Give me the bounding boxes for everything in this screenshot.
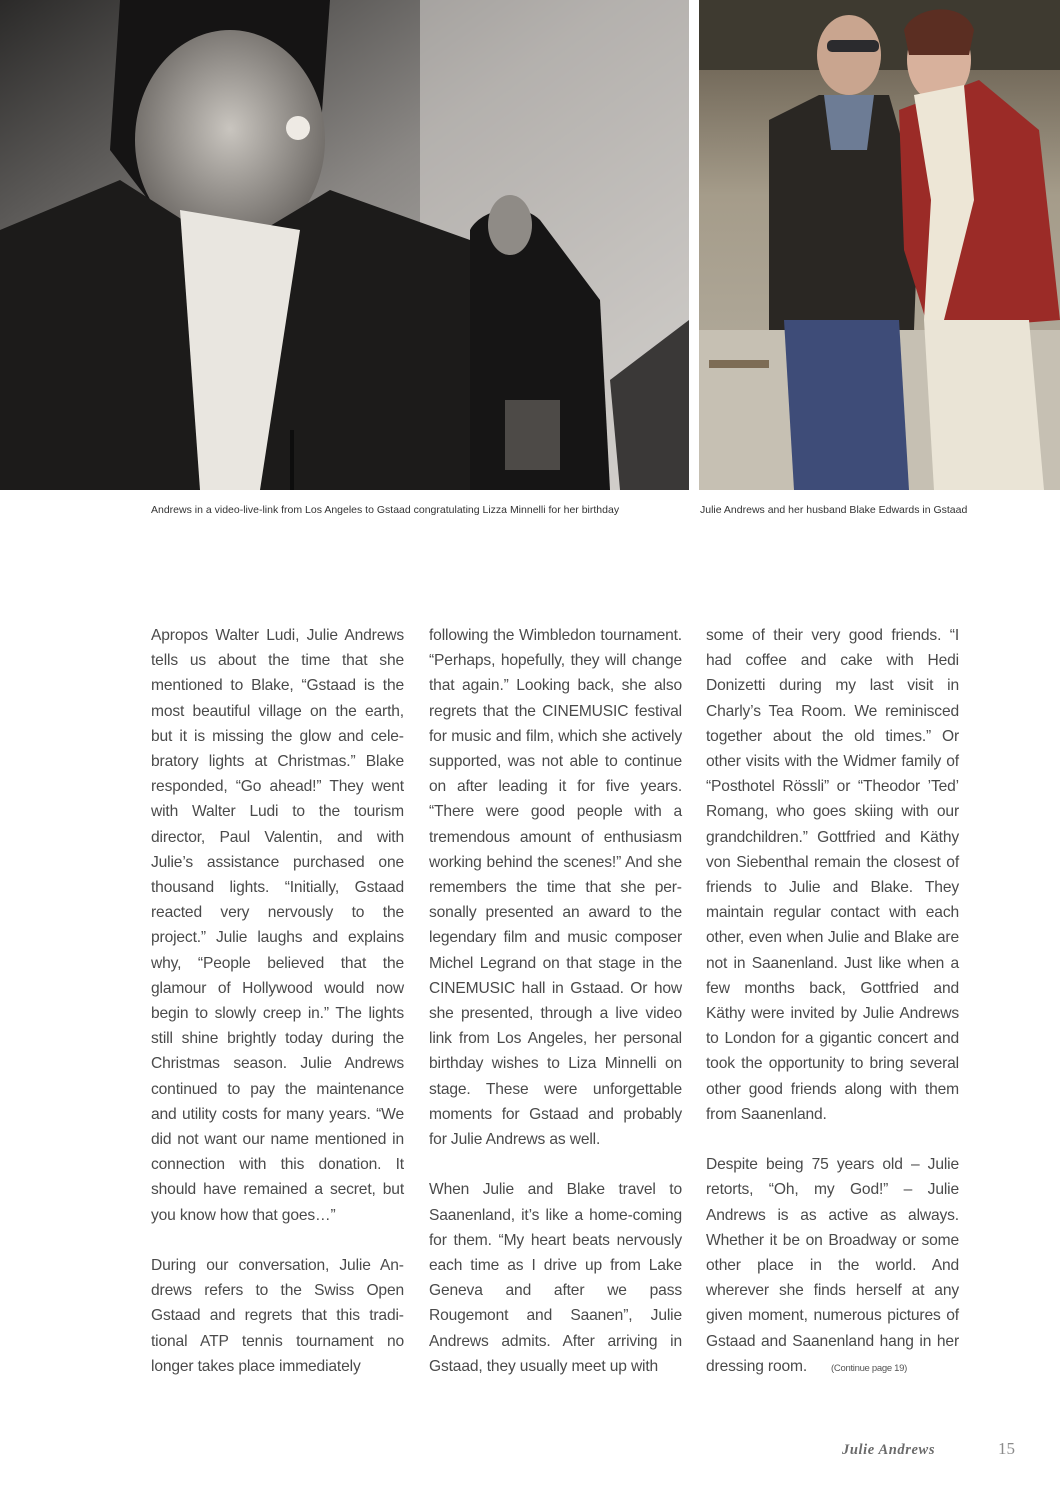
article-paragraph: following the Wimbledon tournament. “Perhaps, hopefully, they will change that again.” Looking back, she also regrets that the CINEMUSIC festival for music and film, which she actively supported, was not able to continue on after leading it for five years. “There were good people with a tremendous amount of enthusiasm working behind the scenes!” And she remembers the time that she personally presented an award to the legendary film and music composer Michel Legrand on that stage in the CINEMUSIC hall in Gstaad. Or how she presented, through a live video link from Los Angeles, her personal birthday wishes to Liza Minnelli on stage. These were unforgettable moments for Gstaad and probably for Julie Andrews as well. xyxy=(429,627,682,1149)
article-paragraph: Apropos Walter Ludi, Julie Andrews tells us about the time that she mentioned to Blake, “Gstaad is the most beautiful village on the earth, but it is missing the glow and celebratory lights at Christmas.” Blake responded, “Go ahead!” They went with Walter Ludi to the tourism director, Paul Valentin, and with Julie’s assistance purchased one thousand lights. “Initially, Gstaad reacted very nervously to the project.” Julie laughs and explains why, “People believed that the glamour of Hollywood would now begin to slowly creep in.” The lights still shine brightly today during the Christmas season. Julie Andrews continued to pay the maintenance and utility costs for many years. “We did not want our name mentioned in connection with this donation. It should have remained a secret, but you know how that goes…” xyxy=(151,627,404,1224)
article-paragraph xyxy=(706,1152,959,1381)
article-column-2 xyxy=(429,623,682,1379)
photo-caption-left: Andrews in a video-live-link from Los Angeles to Gstaad congratulating Lizza Minnelli for her birthday xyxy=(151,504,620,516)
article-paragraph: some of their very good friends. “I had coffee and cake with Hedi Donizetti during my last visit in Charly’s Tea Room. We reminisced together about the old times.” Or other visits with the Widmer family of “Posthotel Rössli” or “Theodor ’Ted’ Romang, who goes skiing with our grandchildren.” Gottfried and Käthy von Siebenthal remain the closest of friends to Julie and Blake. They maintain regular contact with each other, even when Julie and Blake are not in Saanenland. Just like when a few months back, Gottfried and Käthy were invited by Julie Andrews to London for a gigantic concert and took the opportunity to bring several other good friends along with them from Saanenland. xyxy=(706,627,959,1123)
article-paragraph-text: Despite being 75 years old – Julie retorts, “Oh, my God!” – Julie Andrews is as active as always. Whether it be on Broadway or some other place in the world. And wherever she finds herself at any given moment, numerous pictures of Gstaad and Saanenland hang in her dressing room. xyxy=(706,1156,959,1375)
continue-note: (Continue page 19) xyxy=(831,1362,907,1374)
article-column-3 xyxy=(706,623,959,1381)
photo-caption-right: Julie Andrews and her husband Blake Edwards in Gstaad xyxy=(700,504,968,516)
photo-video-link xyxy=(0,0,689,490)
article-paragraph: When Julie and Blake travel to Saanenland, it’s like a home-coming for them. “My heart beats nervously each time as I drive up from Lake Geneva and after we pass Rougemont and Saanen”, Julie Andrews admits. After arriving in Gstaad, they usually meet up with xyxy=(429,1181,682,1375)
photo-couple-gstaad xyxy=(699,0,1060,490)
running-footer-title: Julie Andrews xyxy=(842,1442,936,1458)
article-paragraph: During our conversation, Julie Andrews refers to the Swiss Open Gstaad and regrets that this traditional ATP tennis tournament no longer takes place immediately xyxy=(151,1257,404,1375)
page-number: 15 xyxy=(998,1439,1015,1458)
article-column-1 xyxy=(151,623,404,1379)
color-photo-couple-gstaad-icon xyxy=(699,0,1060,490)
bw-photo-andrews-video-link-icon xyxy=(0,0,689,490)
